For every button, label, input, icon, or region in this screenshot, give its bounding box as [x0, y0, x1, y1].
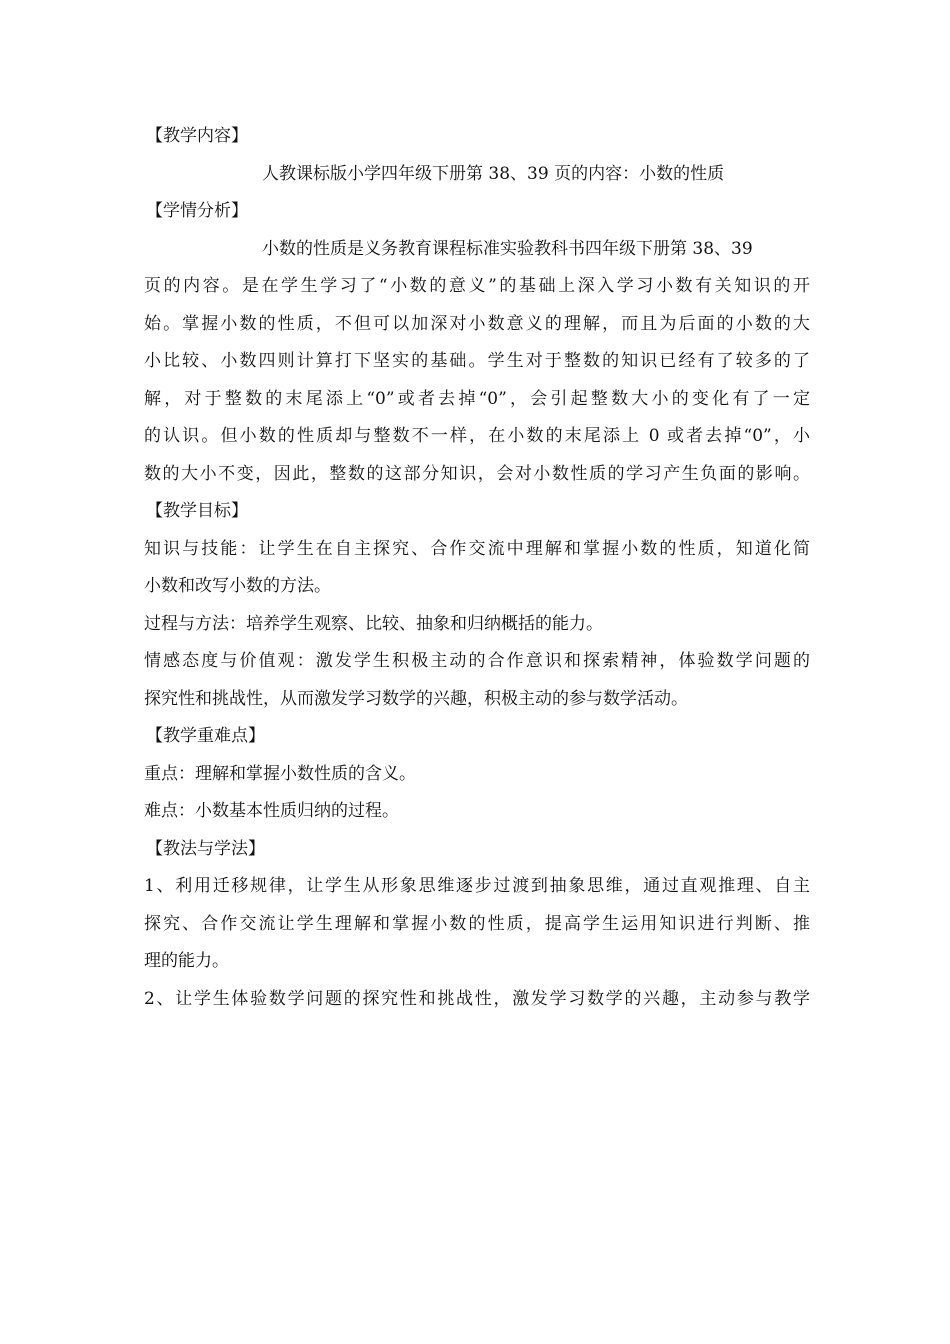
section-heading-teaching-goals: 【教学目标】	[146, 501, 248, 521]
analysis-line: 页的内容。是在学生学习了“小数的意义”的基础上深入学习小数有关知识的开	[144, 276, 810, 296]
analysis-line: 小数的性质是义务教育课程标准实验教科书四年级下册第 38、39	[262, 238, 753, 259]
document-body	[144, 118, 810, 1018]
method-line: 2、让学生体验数学问题的探究性和挑战性，激发学习数学的兴趣，主动参与教学	[144, 988, 810, 1009]
goal-knowledge-skills	[144, 531, 810, 606]
key-point-text: 重点：理解和掌握小数性质的含义。	[144, 763, 416, 784]
goal-line: 情感态度与价值观：激发学生积极主动的合作意识和探索精神，体验数学问题的	[144, 651, 810, 671]
goal-process-methods	[144, 606, 810, 644]
method-item-2	[144, 981, 810, 1019]
analysis-line: 的认识。但小数的性质却与整数不一样，在小数的末尾添上 0 或者去掉“0”，小	[144, 426, 810, 446]
analysis-line: 小比较、小数四则计算打下坚实的基础。学生对于整数的知识已经有了较多的了	[144, 351, 810, 371]
method-item-1	[144, 868, 810, 981]
analysis-line: 解，对于整数的末尾添上“0”或者去掉“0”，会引起整数大小的变化有了一定	[144, 388, 810, 409]
difficult-point-text: 难点：小数基本性质归纳的过程。	[144, 801, 399, 821]
method-line: 1、利用迁移规律，让学生从形象思维逐步过渡到抽象思维，通过直观推理、自主	[144, 876, 810, 896]
goal-line: 知识与技能：让学生在自主探究、合作交流中理解和掌握小数的性质，知道化简	[144, 538, 810, 559]
section-heading-student-analysis: 【学情分析】	[146, 201, 248, 221]
method-line: 探究、合作交流让学生理解和掌握小数的性质，提高学生运用知识进行判断、推	[144, 913, 810, 934]
section-heading-teaching-methods: 【教法与学法】	[146, 838, 265, 859]
goal-line: 探究性和挑战性，从而激发学习数学的兴趣，积极主动的参与数学活动。	[144, 688, 688, 709]
analysis-line: 始。掌握小数的性质，不但可以加深对小数意义的理解，而且为后面的小数的大	[144, 313, 810, 334]
goal-line: 小数和改写小数的方法。	[144, 576, 331, 596]
goal-emotion-values	[144, 643, 810, 718]
analysis-line: 数的大小不变，因此，整数的这部分知识，会对小数性质的学习产生负面的影响。	[144, 463, 810, 484]
section-heading-key-difficult-points: 【教学重难点】	[146, 726, 265, 746]
teaching-content-text: 人教课标版小学四年级下册第 38、39 页的内容：小数的性质	[262, 163, 725, 184]
section-heading-teaching-content: 【教学内容】	[146, 126, 248, 146]
student-analysis-paragraph	[144, 231, 810, 494]
goal-line: 过程与方法：培养学生观察、比较、抽象和归纳概括的能力。	[144, 613, 603, 634]
method-line: 理的能力。	[144, 951, 229, 971]
